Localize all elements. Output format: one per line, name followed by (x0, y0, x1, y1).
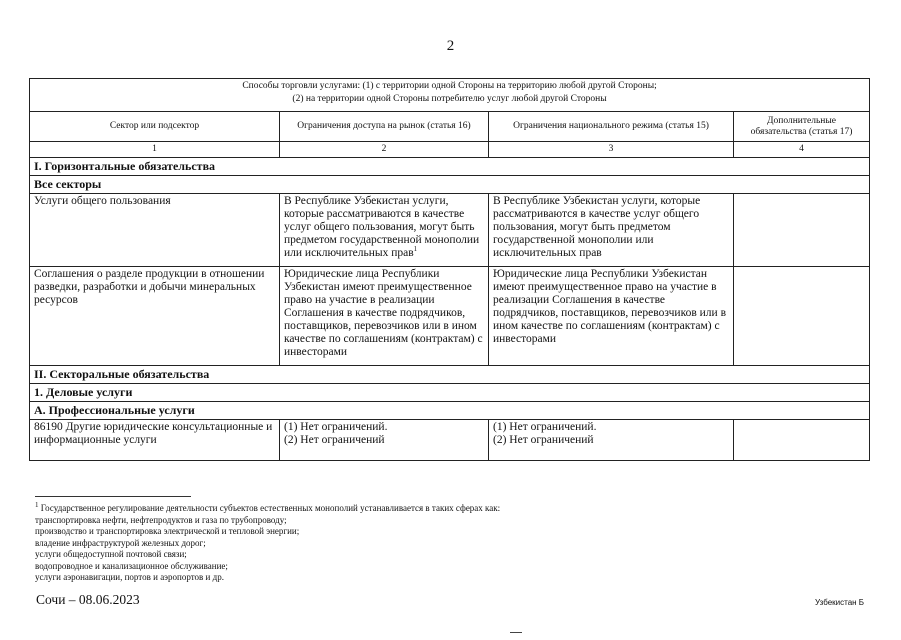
table-row (30, 267, 870, 366)
scan-mark (510, 632, 522, 633)
section-row (30, 158, 870, 176)
column-number-2: 2 (280, 142, 489, 158)
page-number: 2 (446, 38, 455, 54)
additional-commitments-cell (734, 194, 870, 267)
national-treatment-cell: Юридические лица Республики Узбекистан имеют преимущественное право на участие в реализации Соглашения в качестве подрядчиков, поставщиков, перевозчиков или в ином качестве по соглашениям (контрактам) с инвесторами (489, 267, 734, 366)
header-row (30, 112, 870, 142)
market-access-cell (280, 194, 489, 267)
footnotes (35, 503, 855, 584)
sector-cell: 86190 Другие юридические консультационные и информационные услуги (30, 420, 280, 461)
footnote-text: Государственное регулирование деятельности субъектов естественных монополий устанавливается в таких сферах как: (40, 503, 501, 513)
footnote-reference: 1 (413, 245, 418, 254)
national-treatment-mode-1: (1) Нет ограничений. (493, 421, 597, 433)
table-row (30, 420, 870, 461)
market-access-mode-2: (2) Нет ограничений (284, 434, 385, 446)
all-sectors-title: Все секторы (30, 176, 870, 194)
section-row (30, 366, 870, 384)
footnote-line: транспортировка нефти, нефтепродуктов и газа по трубопроводу; (35, 514, 287, 525)
column-number-1: 1 (30, 142, 280, 158)
footnote-separator (35, 496, 191, 497)
footnote-line: владение инфраструктурой железных дорог; (35, 537, 206, 548)
supply-modes-cell (30, 79, 870, 112)
footnote-line: водопроводное и канализационное обслуживание; (35, 560, 228, 571)
professional-services-title: А. Профессиональные услуги (30, 402, 870, 420)
supply-modes-line-1: Способы торговли услугами: (1) с территории одной Стороны на территорию любой другой Стороны; (242, 81, 657, 91)
market-access-cell (280, 420, 489, 461)
table-row (30, 194, 870, 267)
footnote-number: 1 (35, 501, 39, 509)
header-national-treatment: Ограничения национального режима (статья 15) (489, 112, 734, 142)
column-number-row (30, 142, 870, 158)
sector-cell: Услуги общего пользования (30, 194, 280, 267)
sector-cell: Соглашения о разделе продукции в отношении разведки, разработки и добычи минеральных ресурсов (30, 267, 280, 366)
header-market-access: Ограничения доступа на рынок (статья 16) (280, 112, 489, 142)
market-access-cell: Юридические лица Республики Узбекистан имеют преимущественное право на участие в реализации Соглашения в качестве подрядчиков, поставщиков, перевозчиков или в ином качестве по соглашениям (контрактам) с инвесторами (280, 267, 489, 366)
national-treatment-cell (489, 420, 734, 461)
business-services-title: 1. Деловые услуги (30, 384, 870, 402)
sectoral-commitments-title: II. Секторальные обязательства (30, 366, 870, 384)
additional-commitments-cell (734, 267, 870, 366)
section-row (30, 402, 870, 420)
market-access-text: В Республике Узбекистан услуги, которые рассматриваются в качестве услуг общего пользования, могут быть предметом государственной монополии или исключительных прав (284, 195, 480, 259)
market-access-mode-1: (1) Нет ограничений. (284, 421, 388, 433)
section-row (30, 176, 870, 194)
section-row (30, 384, 870, 402)
footer-document-id: Узбекистан Б (815, 598, 865, 607)
header-additional-commitments: Дополнительные обязательства (статья 17) (734, 112, 870, 142)
supply-modes-line-2: (2) на территории одной Стороны потребителю услуг любой другой Стороны (292, 94, 607, 104)
national-treatment-cell: В Республике Узбекистан услуги, которые рассматриваются в качестве услуг общего пользования, могут быть предметом государственной монополии или исключительных прав (489, 194, 734, 267)
column-number-3: 3 (489, 142, 734, 158)
additional-commitments-cell (734, 420, 870, 461)
footnote-line: производство и транспортировка электрической и тепловой энергии; (35, 526, 300, 536)
modes-row (30, 79, 870, 112)
footnote-line: услуги общедоступной почтовой связи; (35, 549, 187, 559)
footnote-1 (35, 503, 855, 515)
commitments-table (29, 78, 870, 461)
national-treatment-mode-2: (2) Нет ограничений (493, 434, 594, 446)
header-sector: Сектор или подсектор (30, 112, 280, 142)
horizontal-commitments-title: I. Горизонтальные обязательства (30, 158, 870, 176)
column-number-4: 4 (734, 142, 870, 158)
footer-place-date: Сочи – 08.06.2023 (36, 592, 140, 607)
footnote-line: услуги аэронавигации, портов и аэропортов и др. (35, 572, 224, 582)
